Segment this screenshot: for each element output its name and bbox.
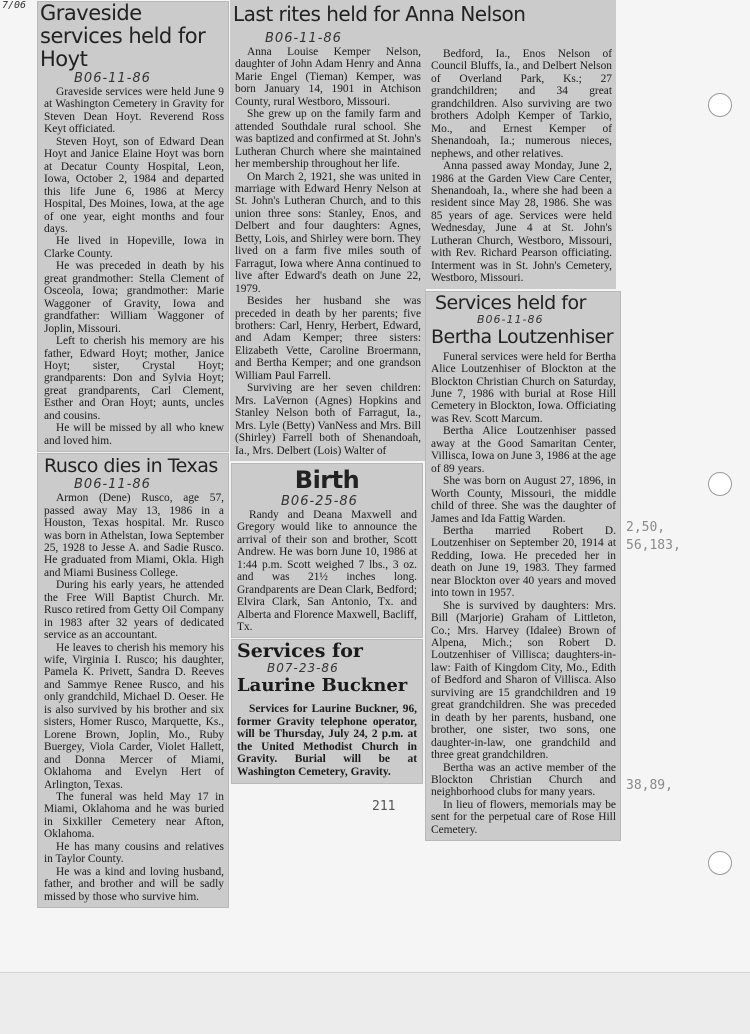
punch-hole <box>708 472 732 496</box>
bertha-headline-1: Services held for <box>435 291 586 314</box>
paragraph: Services for Laurine Buckner, 96, former Gravity telephone operator, will be Thursday, July 24, 2 p.m. at the United Methodist Church in Gravity. Burial will be at Washington Cemetery, Gravity. <box>237 703 417 778</box>
paragraph: Funeral services were held for Bertha Alice Loutzenhiser of Blockton at the Blockton Christian Church on Saturday, June 7, 1986 with burial at Rose Hill Cemetery in Blockton, Iowa. Officiating was Rev. Scott Marcum. <box>431 350 616 425</box>
nelson-date-note: B06-11-86 <box>265 31 342 46</box>
clipping-nelson-col2 <box>426 30 616 289</box>
bertha-body <box>431 351 616 837</box>
corner-note: 7/06 <box>2 0 27 11</box>
hoyt-headline: Graveside services held for Hoyt <box>40 1 206 71</box>
buckner-date-note: B07-23-86 <box>267 661 339 676</box>
paragraph: He lived in Hopeville, Iowa in Clarke County. <box>44 235 224 260</box>
paragraph: Randy and Deana Maxwell and Gregory would like to announce the arrival of their son and brother, Scott Andrew. He was born June 10, 1986 at 1:44 p.m. Scott weighed 7 lbs., 3 oz. and was 21½ inches long. Grandparents are Dean Clark, Bedford; Elvira Clark, San Antonio, Tx. and Alberta and Florence Maxwell, Bacliff, Tx. <box>237 508 417 634</box>
paragraph: Anna passed away Monday, June 2, 1986 at the Garden View Care Center, Shenandoah, Ia., where she had been a resident since May 28, 1986. She was 85 years of age. Services were held Wednesday, June 4 at St. John's Lutheran Church, Westboro, Missouri, with Rev. Richard Pearson officiating. Interment was in St. John's Cemetery, Westboro, Missouri. <box>431 160 612 285</box>
paragraph: He was preceded in death by his great grandmother: Stella Clement of Osceola, Iowa; grandmother: Marie Waggoner of Gravity, Iowa and grandfather: William Waggoner of Joplin, Missouri. <box>44 260 224 335</box>
margin-note: 56,183, <box>626 538 681 553</box>
paragraph: He leaves to cherish his memory his wife, Virginia I. Rusco; his daughter, Pamela K. Privett, Sandra D. Reeves and Sammye Renee Rusco, and his only grandchild, Michael D. Oeser. He is also survived by his brother and six sisters, Homer Rusco, Marquette, Ks., Lorene Brown, Joplin, Mo., Ruby Buergey, Viola Carder, Violet Hallett, and Donna Mercer of Miami, Oklahoma and Evelyn Hert of Arlington, Texas. <box>44 641 224 791</box>
hoyt-body <box>44 86 224 447</box>
middle-column <box>230 30 426 814</box>
clipping-nelson-head <box>230 0 616 30</box>
left-column <box>38 2 228 907</box>
paragraph: During his early years, he attended the Free Will Baptist Church. Mr. Rusco retired from Getty Oil Company in 1983 after 32 years of dedicated service as an accountant. <box>44 579 224 642</box>
clipping-hoyt <box>38 2 228 451</box>
paragraph: Graveside services were held June 9 at Washington Cemetery in Gravity for Steven Dean Hoyt. Reverend Ross Keyt officiated. <box>44 86 224 136</box>
paragraph: He will be missed by all who knew and loved him. <box>44 422 224 447</box>
punch-hole <box>708 851 732 875</box>
paragraph: She is survived by daughters: Mrs. Bill (Marjorie) Graham of Littleton, Co.; Mrs. Harvey (Idalee) Brown of Alpena, Mich.; son Robert D. Loutzenhiser of Villisca; daughters-in-law: Faith of Kingdom City, Mo., Edith of Bedford and Sharon of Villisca. Also surviving are 15 grandchildren and 19 great grandchildren. She was preceded in death by her parents, husband, one brother, one sister, two sons, one daughter-in-law, one grandchild and three great grandchildren. <box>431 599 616 762</box>
paragraph: He has many cousins and relatives in Taylor County. <box>44 840 224 866</box>
paragraph: On March 2, 1921, she was united in marriage with Edward Henry Nelson at St. John's Lutheran Church, and to this union three sons: Stanley, Enos, and Delbert and four daughters: Agnes, Betty, Lois, and Shirley were born. They lived on a farm five miles south of Farragut, Iowa where Anna continued to live after Edward's death on June 22, 1979. <box>235 170 421 295</box>
hoyt-date-note: B06-11-86 <box>74 71 151 86</box>
scanner-edge <box>0 972 750 1034</box>
clipping-buckner <box>232 640 422 783</box>
paragraph: Bedford, Ia., Enos Nelson of Council Bluffs, Ia., and Delbert Nelson of Overland Park, Ks.; 27 grandchildren; and 34 great grandchildren. Also surviving are two brothers Adolph Kemper of Tarkio, Mo., and Ernest Kemper of Shenandoah, Ia.; numerous nieces, nephews, and other relatives. <box>431 48 612 160</box>
clipping-rusco <box>38 454 228 907</box>
nelson-headline: Last rites held for Anna Nelson <box>233 2 526 26</box>
paragraph: Left to cherish his memory are his father, Edward Hoyt; mother, Janice Hoyt; sister, Crystal Hoyt; grandparents: Don and Sylvia Hoyt; great grandparents, Carl Clement, Esther and Oran Hoyt; aunts, uncles and cousins. <box>44 335 224 422</box>
rusco-date-note: B06-11-86 <box>74 477 151 493</box>
paragraph: In lieu of flowers, memorials may be sent for the perpetual care of Rose Hill Cemetery. <box>431 798 616 836</box>
paragraph: The funeral was held May 17 in Miami, Oklahoma and he was buried in Sixkiller Cemetery near Afton, Oklahoma. <box>44 791 224 841</box>
punch-hole <box>708 93 732 117</box>
bertha-date-note: B06-11-86 <box>477 312 544 326</box>
paragraph: Besides her husband she was preceded in death by her parents; five brothers: Carl, Henry, Herbert, Edward, and Adam Kemper; three sisters: Elizabeth Vette, Caroline Broermann, and Bertha Kemper; and one grandson William Paul Farrell. <box>235 295 421 382</box>
birth-date-note: B06-25-86 <box>281 493 358 509</box>
paragraph: She was born on August 27, 1896, in Worth County, Missouri, the middle child of three. She was the daughter of James and Ida Fattig Warden. <box>431 475 616 525</box>
buckner-body <box>237 703 417 778</box>
nelson-body-col1 <box>235 46 421 457</box>
buckner-headline-1: Services for <box>237 640 363 663</box>
page-number: 211 <box>372 799 396 815</box>
paragraph: Bertha married Robert D. Loutzenhiser on September 20, 1914 at Redding, Iowa. He preceded her in death on June 19, 1983. They farmed near Blockton over 40 years and moved into town in 1957. <box>431 524 616 600</box>
bertha-headline-2: Bertha Loutzenhiser <box>431 325 614 348</box>
birth-headline: Birth <box>294 465 360 494</box>
paragraph: Armon (Dene) Rusco, age 57, passed away May 13, 1986 in a Houston, Texas hospital. Mr. Rusco was born in Athelstan, Iowa September 25, 1928 to Jesse A. and Sadie Rusco. He graduated from Miami, Okla. High and Miami Business College. <box>44 492 224 579</box>
paragraph: Anna Louise Kemper Nelson, daughter of John Adam Henry and Anna Marie Engel (Tieman) Kemper, was born January 14, 1901 in Atchison County, rural Westboro, Missouri. <box>235 46 421 108</box>
paragraph: Bertha was an active member of the Blockton Christian Church and neighborhood clubs for many years. <box>431 761 616 799</box>
right-column <box>426 30 620 840</box>
paragraph: Surviving are her seven children: Mrs. LaVernon (Agnes) Hopkins and Stanley Nelson both of Farragut, Ia., Mrs. Lyle (Betty) VanNess and Mrs. Bill (Shirley) Farrell both of Shenandoah, Ia., Mrs. Delbert (Lois) Walter of <box>235 382 421 457</box>
paragraph: Steven Hoyt, son of Edward Dean Hoyt and Janice Elaine Hoyt was born at Decatur County Hospital, Leon, Iowa, October 2, 1984 and departed this life June 6, 1986 at Mercy Hospital, Des Moines, Iowa, at the age of one year, eight months and four days. <box>44 135 224 235</box>
rusco-headline: Rusco dies in Texas <box>44 455 218 478</box>
nelson-body-col2 <box>431 48 612 285</box>
clipping-birth <box>232 464 422 638</box>
paragraph: Bertha Alice Loutzenhiser passed away at the Good Samaritan Center, Villisca, Iowa on June 3, 1986 at the age of 89 years. <box>431 425 616 475</box>
paragraph: She grew up on the family farm and attended Southdale rural school. She was baptized and confirmed at St. John's Lutheran Church where she maintained her membership throughout her life. <box>235 108 421 171</box>
margin-note: 2,50, <box>626 520 666 535</box>
birth-body <box>237 509 417 634</box>
margin-note: 38,89, <box>626 778 673 793</box>
paragraph: He was a kind and loving husband, father, and brother and will be sadly missed by those who survive him. <box>44 865 224 903</box>
clipping-nelson-col1 <box>230 30 426 461</box>
clipping-bertha <box>426 292 620 841</box>
buckner-headline-2: Laurine Buckner <box>237 675 408 697</box>
rusco-body <box>44 492 224 903</box>
